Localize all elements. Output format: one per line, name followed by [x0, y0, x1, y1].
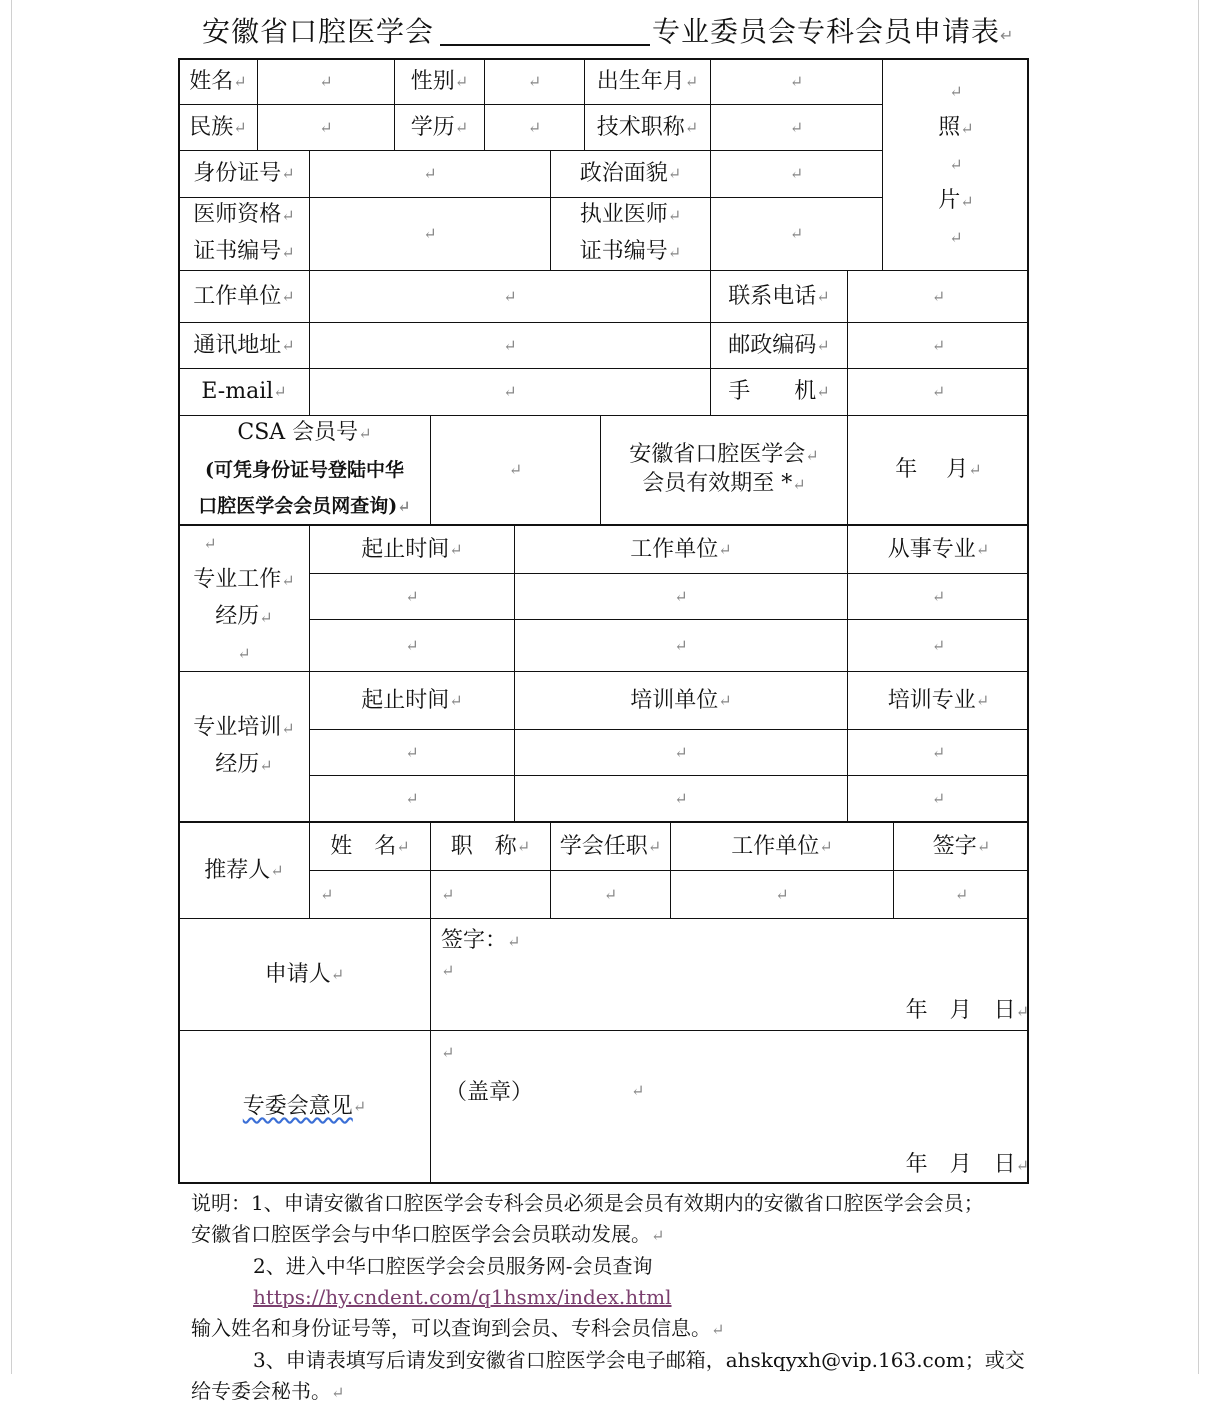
label-ah-valid: 安徽省口腔医学会↵ 会员有效期至 *↵ — [629, 442, 819, 496]
applicant-date: 年 月 日↵ — [905, 998, 1029, 1023]
title-prefix: 安徽省口腔医学会 — [202, 15, 435, 48]
field-postcode[interactable]: ↵ — [931, 335, 946, 355]
label-political: 政治面貌 ↵ — [579, 161, 682, 187]
instructions — [191, 1188, 1031, 1408]
member-query-link[interactable]: https://hy.cndent.com/q1hsmx/index.html — [253, 1285, 672, 1309]
label-id-number: 身份证号 ↵ — [193, 161, 295, 187]
header-rec-unit: 工作单位 ↵ — [731, 833, 833, 859]
header-rec-sign: 签字 ↵ — [932, 833, 991, 859]
label-csa-member: CSA 会员号↵ (可凭身份证号登陆中华 口腔医学会会员网查询)↵ — [198, 420, 411, 517]
field-address[interactable]: ↵ — [503, 335, 517, 355]
work-row-1-period[interactable]: ↵ — [405, 586, 419, 606]
work-row-1-major[interactable]: ↵ — [931, 586, 946, 606]
header-rec-title: 职 称 ↵ — [450, 833, 531, 859]
note-1-line-1: 说明：1、申请安徽省口腔医学会专科会员必须是会员有效期内的安徽省口腔医学会会员； — [191, 1191, 984, 1215]
committee-opinion-area[interactable] — [431, 1031, 1029, 1182]
committee-blank-line: ↵ — [441, 1043, 455, 1062]
committee-date: 年 月 日↵ — [905, 1152, 1029, 1177]
train-row-1-period[interactable]: ↵ — [405, 742, 419, 762]
field-education[interactable]: ↵ — [527, 117, 542, 137]
train-row-1-unit[interactable]: ↵ — [674, 742, 688, 762]
header-train-period: 起止时间 ↵ — [361, 687, 463, 713]
header-rec-position: 学会任职 ↵ — [559, 833, 662, 859]
seal-mark: ↵ — [631, 1081, 645, 1100]
work-row-2-major[interactable]: ↵ — [931, 635, 946, 655]
field-practice-cert[interactable]: ↵ — [789, 224, 804, 244]
title-blank-field[interactable] — [440, 44, 650, 46]
label-committee-opinion: 专委会意见 ↵ — [242, 1093, 367, 1119]
field-ethnicity[interactable]: ↵ — [319, 117, 333, 137]
label-recommender: 推荐人 ↵ — [204, 857, 284, 883]
field-tech-title[interactable]: ↵ — [789, 117, 804, 137]
applicant-blank-line: ↵ — [441, 961, 455, 980]
applicant-sign-label: 签字：↵ — [441, 928, 521, 953]
note-2-line-1: 2、进入中华口腔医学会会员服务网-会员查询 https://hy.cndent.com/q1hsmx/index.html — [253, 1254, 672, 1309]
field-rec-sign[interactable]: ↵ — [954, 884, 969, 904]
note-2-line-2: 输入姓名和身份证号等，可以查询到会员、专科会员信息。↵ — [191, 1316, 725, 1340]
label-gender: 性别 ↵ — [410, 69, 469, 95]
label-email: E-mail ↵ — [201, 379, 287, 405]
field-doctor-cert[interactable]: ↵ — [423, 224, 437, 244]
page-edge-right — [1198, 0, 1199, 1374]
header-work-unit: 工作单位 ↵ — [630, 536, 732, 562]
field-ah-valid-date[interactable]: 年 月 ↵ — [895, 457, 982, 483]
field-mobile[interactable]: ↵ — [931, 382, 946, 402]
label-doctor-cert: 医师资格↵ 证书编号↵ — [193, 202, 295, 264]
work-row-1-unit[interactable]: ↵ — [674, 586, 688, 606]
committee-seal: （盖章） — [445, 1080, 534, 1105]
label-name: 姓名 ↵ — [189, 69, 247, 95]
train-row-2-unit[interactable]: ↵ — [674, 788, 688, 808]
label-tech-title: 技术职称 ↵ — [596, 114, 699, 140]
title-suffix: 专业委员会专科会员申请表↵ — [652, 15, 1015, 48]
field-csa-member[interactable]: ↵ — [508, 460, 523, 480]
label-address: 通讯地址 ↵ — [193, 332, 295, 358]
train-row-2-major[interactable]: ↵ — [931, 788, 946, 808]
field-gender[interactable]: ↵ — [527, 72, 542, 92]
header-train-unit: 培训单位 ↵ — [630, 687, 732, 713]
work-row-2-unit[interactable]: ↵ — [674, 635, 688, 655]
label-birth: 出生年月 ↵ — [596, 69, 699, 95]
train-row-2-period[interactable]: ↵ — [405, 788, 419, 808]
field-rec-title[interactable]: ↵ — [441, 884, 455, 904]
train-row-1-major[interactable]: ↵ — [931, 742, 946, 762]
header-train-major: 培训专业 ↵ — [887, 687, 990, 713]
document-title — [0, 6, 1205, 48]
label-mobile: 手 机 ↵ — [728, 379, 830, 405]
page-edge-left — [11, 0, 12, 1374]
note-3-line-1: 3、申请表填写后请发到安徽省口腔医学会电子邮箱，ahskqyxh@vip.163.com；或交 — [253, 1348, 1025, 1372]
applicant-sign-area[interactable] — [431, 919, 1029, 1030]
field-rec-position[interactable]: ↵ — [603, 884, 618, 904]
field-political[interactable]: ↵ — [789, 164, 804, 184]
label-applicant: 申请人 ↵ — [264, 961, 345, 987]
label-ethnicity: 民族 ↵ — [189, 114, 247, 140]
field-birth[interactable]: ↵ — [789, 72, 804, 92]
field-rec-name[interactable]: ↵ — [320, 884, 334, 904]
field-rec-unit[interactable]: ↵ — [775, 884, 789, 904]
note-3-line-2: 给专委会秘书。↵ — [191, 1379, 345, 1403]
label-practice-cert: 执业医师↵ 证书编号↵ — [579, 202, 682, 264]
note-1-line-2: 安徽省口腔医学会与中华口腔医学会会员联动发展。↵ — [191, 1222, 665, 1246]
label-work-unit: 工作单位 ↵ — [193, 283, 295, 309]
field-id-number[interactable]: ↵ — [423, 164, 437, 184]
label-work-experience: ↵ 专业工作↵ 经历↵ ↵ — [193, 533, 295, 663]
work-row-2-period[interactable]: ↵ — [405, 635, 419, 655]
field-email[interactable]: ↵ — [503, 382, 517, 402]
field-contact-phone[interactable]: ↵ — [931, 286, 946, 306]
label-postcode: 邮政编码 ↵ — [728, 332, 830, 358]
header-work-period: 起止时间 ↵ — [361, 536, 463, 562]
header-work-major: 从事专业 ↵ — [887, 536, 990, 562]
label-education: 学历 ↵ — [410, 114, 469, 140]
field-work-unit[interactable]: ↵ — [503, 286, 517, 306]
header-rec-name: 姓 名 ↵ — [330, 833, 410, 859]
label-training-experience: 专业培训↵ 经历↵ — [193, 714, 295, 777]
label-contact-phone: 联系电话 ↵ — [728, 283, 830, 309]
field-name[interactable]: ↵ — [319, 72, 333, 92]
photo-box: ↵ 照↵ ↵ 片↵ ↵ — [938, 82, 974, 247]
